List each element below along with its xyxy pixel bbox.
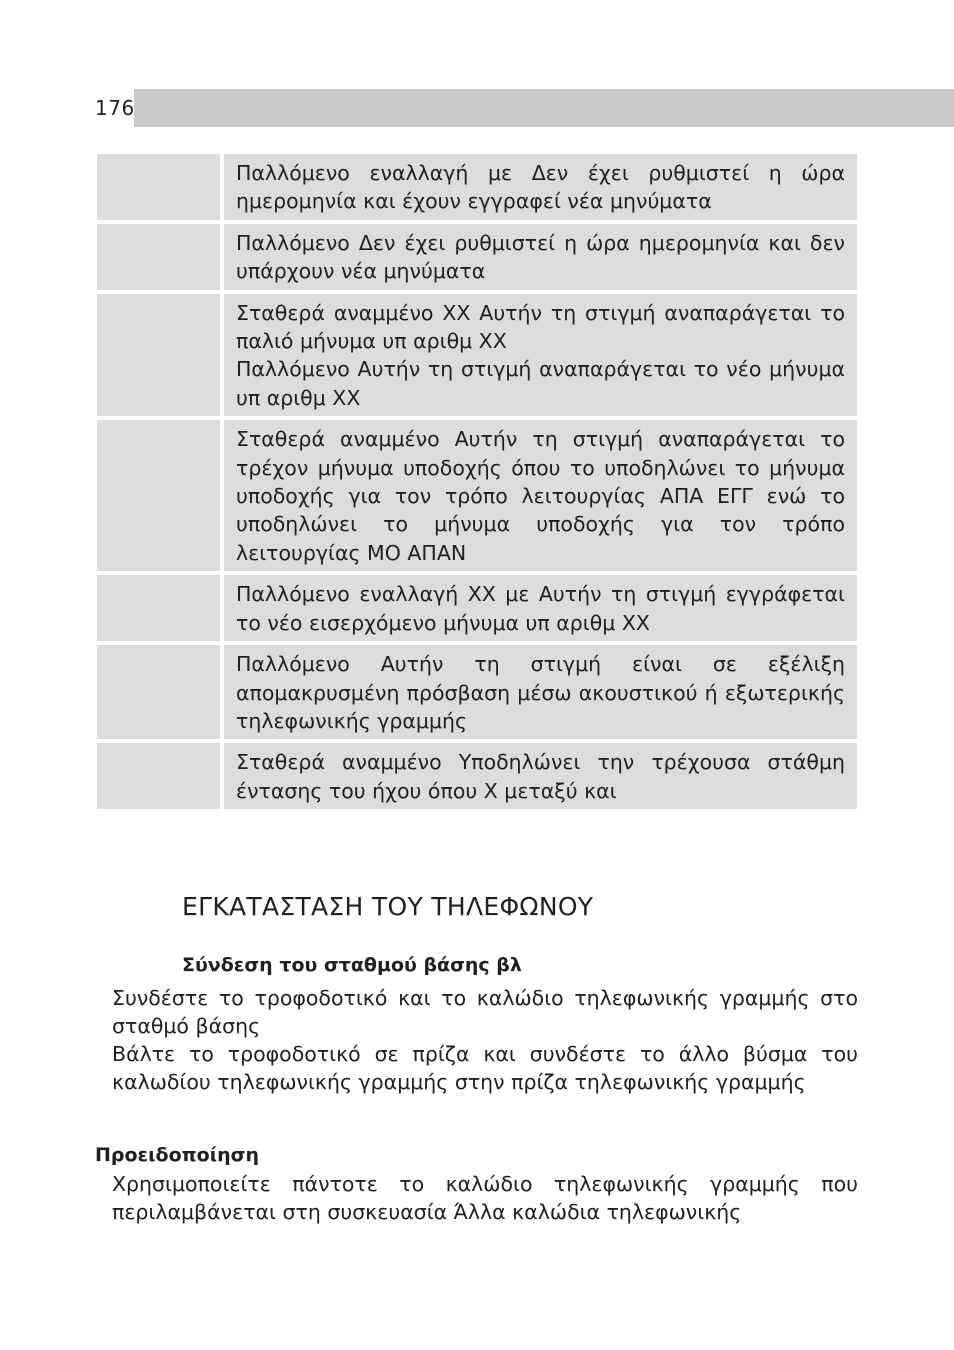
subsection-title: Σύνδεση του σταθμού βάσης βλ — [182, 954, 522, 976]
table-cell-line: Παλλόμενο Αυτήν τη στιγμή αναπαράγεται το νέο μήνυμα υπ αριθμ XX — [236, 357, 845, 410]
table-row — [97, 743, 857, 809]
table-row — [97, 294, 857, 417]
table-cell-description: Σταθερά αναμμένο Υποδηλώνει την τρέχουσα στάθμη έντασης του ήχου όπου X μεταξύ και — [224, 743, 857, 809]
table-cell-indicator — [97, 420, 220, 571]
table-cell-description: Σταθερά αναμμένο Αυτήν τη στιγμή αναπαράγεται το τρέχον μήνυμα υποδοχής όπου το υποδηλώνει το μήνυμα υποδοχής για τον τρόπο λειτουργίας ΑΠΑ ΕΓΓ ενώ το υποδηλώνει το μήνυμα υποδοχής για τον τρόπο λειτουργίας ΜΟ ΑΠΑΝ — [224, 420, 857, 571]
table-cell-indicator — [97, 294, 220, 417]
table-cell-description: Παλλόμενο εναλλαγή XX με Αυτήν τη στιγμή εγγράφεται το νέο εισερχόμενο μήνυμα υπ αριθμ XX — [224, 575, 857, 641]
section-title: ΕΓΚΑΤΑΣΤΑΣΗ ΤΟΥ ΤΗΛΕΦΩΝΟΥ — [182, 892, 594, 921]
instruction-paragraph: Βάλτε το τροφοδοτικό σε πρίζα και συνδέστε το άλλο βύσμα του καλωδίου τηλεφωνικής γραμμής στην πρίζα τηλεφωνικής γραμμής — [112, 1042, 858, 1095]
table-cell-indicator — [97, 645, 220, 739]
table-row — [97, 420, 857, 571]
indicator-table — [97, 154, 857, 813]
table-cell-line: Σταθερά αναμμένο XX Αυτήν τη στιγμή αναπαράγεται το παλιό μήνυμα υπ αριθμ XX — [236, 300, 845, 354]
table-row — [97, 645, 857, 739]
page-number: 176 — [95, 96, 135, 120]
table-cell-indicator — [97, 575, 220, 641]
table-cell-indicator — [97, 224, 220, 290]
warning-title: Προειδοποίηση — [95, 1144, 259, 1166]
header-bar — [134, 89, 954, 127]
table-row — [97, 224, 857, 290]
table-cell-description: Παλλόμενο Αυτήν τη στιγμή είναι σε εξέλιξη απομακρυσμένη πρόσβαση μέσω ακουστικού ή εξωτερικής τηλεφωνικής γραμμής — [224, 645, 857, 739]
table-cell-description: Παλλόμενο Δεν έχει ρυθμιστεί η ώρα ημερομηνία και δεν υπάρχουν νέα μηνύματα — [224, 224, 857, 290]
table-cell-indicator — [97, 154, 220, 220]
instruction-paragraph: Συνδέστε το τροφοδοτικό και το καλώδιο τηλεφωνικής γραμμής στο σταθμό βάσης — [112, 986, 858, 1039]
table-row — [97, 575, 857, 641]
table-row — [97, 154, 857, 220]
table-cell-description: Παλλόμενο εναλλαγή με Δεν έχει ρυθμιστεί η ώρα ημερομηνία και έχουν εγγραφεί νέα μηνύματα — [224, 154, 857, 220]
warning-paragraph: Χρησιμοποιείτε πάντοτε το καλώδιο τηλεφωνικής γραμμής που περιλαμβάνεται στη συσκευασία Άλλα καλώδια τηλεφωνικής — [112, 1172, 858, 1225]
table-cell-description — [224, 294, 857, 417]
table-cell-indicator — [97, 743, 220, 809]
